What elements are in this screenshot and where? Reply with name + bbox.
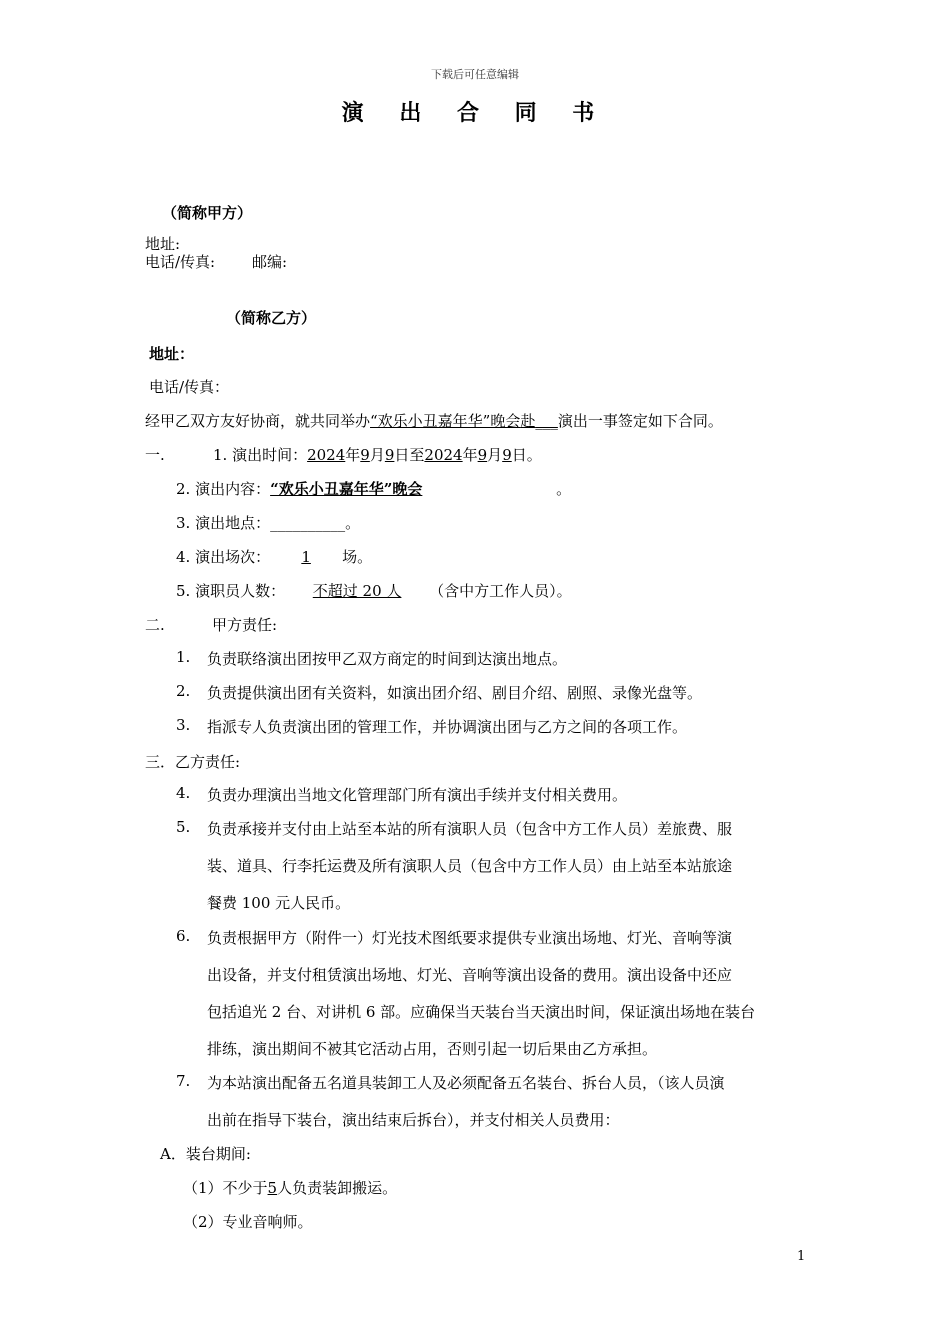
performance-venue <box>176 512 360 533</box>
shows-label: 4. 演出场次： <box>176 548 271 566</box>
time-day-char: 日。 <box>511 446 542 464</box>
setup-item-1-count: 5 <box>267 1179 278 1197</box>
time-label: 1. 演出时间： <box>213 446 308 464</box>
header-note: 下载后可任意编辑 <box>431 68 519 81</box>
section2-number: 二. <box>145 616 165 634</box>
section1-number: 一. <box>145 446 165 464</box>
performance-content <box>176 478 571 499</box>
party-b-item-7-line-1: 为本站演出配备五名道具装卸工人及必须配备五名装台、拆台人员，（该人员演 <box>207 1074 725 1092</box>
venue-value: __________ <box>270 514 346 532</box>
party-a-label: （简称甲方） <box>162 204 253 222</box>
party-b-item-7-number: 7. <box>176 1072 191 1090</box>
time-month-char: 月 <box>369 446 385 464</box>
shows-value: 1 <box>301 548 311 566</box>
party-b-address: 地址： <box>149 345 195 363</box>
time-year-end: 2024 <box>424 446 463 464</box>
time-year-start: 2024 <box>307 446 346 464</box>
party-b-item-5-line-1: 负责承接并支付由上站至本站的所有演职人员（包含中方工作人员）差旅费、服 <box>207 820 733 838</box>
time-to-char: 日至 <box>394 446 425 464</box>
party-a-address: 地址: <box>145 235 181 253</box>
time-month-start: 9 <box>360 446 370 464</box>
party-a-item-1-text: 负责联络演出团按甲乙双方商定的时间到达演出地点。 <box>207 650 568 668</box>
party-a-item-3-number: 3. <box>176 716 191 734</box>
party-b-item-5-line-3: 餐费 100 元人民币。 <box>207 894 351 912</box>
time-year-char-2: 年 <box>462 446 478 464</box>
content-label: 2. 演出内容： <box>176 480 271 498</box>
performance-shows <box>176 546 372 567</box>
party-b-item-6-line-2: 出设备，并支付租赁演出场地、灯光、音响等演出设备的费用。演出设备中还应 <box>207 966 733 984</box>
staff-note: （含中方工作人员）。 <box>429 582 572 600</box>
page-number: 1 <box>797 1249 806 1264</box>
party-a-item-2-number: 2. <box>176 682 191 700</box>
party-b-label: （简称乙方） <box>226 309 317 327</box>
shows-unit: 场。 <box>342 548 373 566</box>
party-b-item-5-line-2: 装、道具、行李托运费及所有演职人员（包含中方工作人员）由上站至本站旅途 <box>207 857 733 875</box>
party-a-phone: 电话/传真: <box>145 253 216 271</box>
time-day-start: 9 <box>384 446 395 464</box>
party-b-item-6-line-3: 包括追光 2 台、对讲机 6 部。应确保当天装台当天演出时间，保证演出场地在装台 <box>207 1003 756 1021</box>
intro-event: “欢乐小丑嘉年华”晚会 <box>370 412 521 430</box>
time-month-end: 9 <box>477 446 488 464</box>
intro-post: 演出一事签定如下合同。 <box>557 412 723 430</box>
intro-blank: ___ <box>535 412 558 430</box>
venue-label: 3. 演出地点： <box>176 514 271 532</box>
content-value: “欢乐小丑嘉年华”晚会 <box>270 480 423 498</box>
setup-item-2: （2）专业音响师。 <box>183 1213 313 1231</box>
performance-staff <box>176 580 572 601</box>
party-b-item-7-line-2: 出前在指导下装台，演出结束后拆台），并支付相关人员费用： <box>207 1111 620 1129</box>
party-b-item-6-line-1: 负责根据甲方（附件一）灯光技术图纸要求提供专业演出场地、灯光、音响等演 <box>207 929 733 947</box>
party-a-item-1-number: 1. <box>176 648 191 666</box>
party-b-phone: 电话/传真： <box>149 378 230 396</box>
setup-item-1-pre: （1）不少于 <box>183 1179 268 1197</box>
performance-time <box>213 444 542 465</box>
staff-value: 不超过 20 人 <box>312 582 402 600</box>
setup-period-heading: A．装台期间: <box>160 1145 251 1163</box>
intro-pre: 经甲乙双方友好协商，就共同举办 <box>145 412 371 430</box>
section3-title: 三．乙方责任: <box>145 753 241 771</box>
time-year-char: 年 <box>345 446 361 464</box>
party-b-item-4-number: 4. <box>176 784 191 802</box>
document-title: 演 出 合 同 书 <box>341 100 609 126</box>
intro-paragraph <box>145 410 723 431</box>
party-b-item-6-number: 6. <box>176 927 191 945</box>
setup-item-1-post: 人负责装卸搬运。 <box>277 1179 398 1197</box>
intro-mid: 赴 <box>520 412 536 430</box>
party-b-item-6-line-4: 排练，演出期间不被其它活动占用，否则引起一切后果由乙方承担。 <box>207 1040 658 1058</box>
party-a-postcode: 邮编: <box>252 253 288 271</box>
staff-label: 5. 演职员人数： <box>176 582 286 600</box>
party-b-item-4-text: 负责办理演出当地文化管理部门所有演出手续并支付相关费用。 <box>207 786 628 804</box>
party-b-item-5-number: 5. <box>176 818 191 836</box>
party-a-item-2-text: 负责提供演出团有关资料，如演出团介绍、剧目介绍、剧照、录像光盘等。 <box>207 684 703 702</box>
setup-item-1 <box>183 1177 397 1198</box>
time-day-end: 9 <box>502 446 512 464</box>
time-month-char-2: 月 <box>487 446 503 464</box>
content-end: 。 <box>556 480 572 498</box>
section2-title: 甲方责任: <box>212 616 278 634</box>
party-a-item-3-text: 指派专人负责演出团的管理工作，并协调演出团与乙方之间的各项工作。 <box>207 718 688 736</box>
venue-end: 。 <box>345 514 361 532</box>
